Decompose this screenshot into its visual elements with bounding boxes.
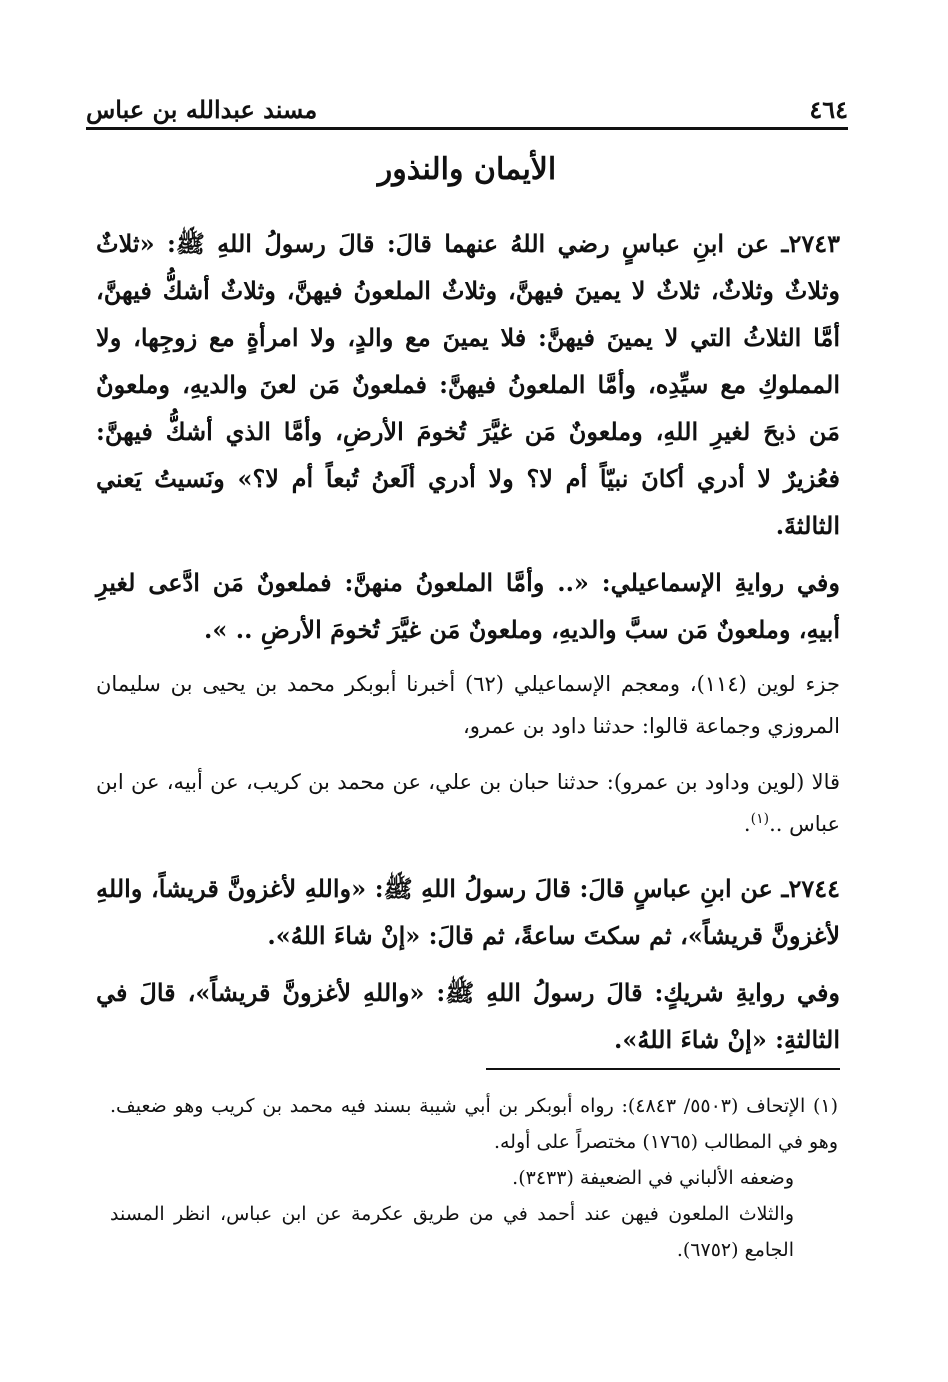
hadith-2744: ٢٧٤٤ـ عن ابنِ عباسٍ قالَ: قالَ رسولُ اللهِ ﷺ: «واللهِ لأغزونَّ قريشاً، واللهِ لأغزونَّ قريشاً»، ثم سكتَ ساعةً، ثم قالَ: «إنْ شاءَ اللهُ». [96,874,840,950]
page-number: ٤٦٤ [809,95,848,124]
main-text [96,220,840,1073]
chain-of-narration [96,761,840,845]
running-title: مسند عبدالله بن عباس [86,95,318,124]
header-rule [86,127,848,130]
page-header [86,88,848,124]
footnote-1: (١) الإتحاف (٥٥٠٣/ ٤٨٤٣): رواه أبوبكر بن أبي شيبة بسند فيه محمد بن كريب وهو ضعيف. وهو في المطالب (١٧٦٥) مختصراً على أوله. [110,1095,838,1153]
footnote-rule [486,1068,840,1070]
source-citation: جزء لوين (١١٤)، ومعجم الإسماعيلي (٦٢) أخبرنا أبوبكر محمد بن يحيى بن سليمان المروزي وجماعة قالوا: حدثنا داود بن عمرو، [96,672,840,738]
footnote-1-musnad: والثلاث الملعون فيهن عند أحمد في من طريق عكرمة عن ابن عباس، انظر المسند الجامع (٦٧٥٢). [110,1203,794,1261]
footnote-1-weakness: وضعفه الألباني في الضعيفة (٣٤٣٣). [512,1167,794,1189]
sharik-narration: وفي روايةِ شريكٍ: قالَ رسولُ اللهِ ﷺ: «واللهِ لأغزونَّ قريشاً»، قالَ في الثالثةِ: «إنْ شاءَ اللهُ». [96,978,841,1054]
footnotes [110,1088,838,1268]
footnote-marker: (١) [750,811,770,827]
chain-text: قالا (لوين وداود بن عمرو): حدثنا حبان بن علي، عن محمد بن كريب، عن أبيه، عن ابن عباس .. [96,770,840,836]
chapter-title: الأيمان والنذور [377,152,557,187]
chain-end: . [743,812,751,836]
hadith-2743: ٢٧٤٣ـ عن ابنِ عباسٍ رضي اللهُ عنهما قالَ: قالَ رسولُ اللهِ ﷺ: «ثلاثٌ وثلاثٌ وثلاثٌ، ثلاثٌ لا يمينَ فيهنَّ، وثلاثٌ الملعونُ فيهنَّ، وثلاثٌ أشكُّ فيهنَّ، أمَّا الثلاثُ التي لا يمينَ فيهنَّ: فلا يمينَ مع والدٍ، ولا امرأةٍ مع زوجِها، ولا المملوكِ مع سيِّدِه، وأمَّا الملعونُ فيهنَّ: فملعونٌ مَن لعنَ والديهِ، وملعونٌ مَن ذبحَ لغيرِ اللهِ، وملعونٌ مَن غيَّرَ تُخومَ الأرضِ، وأمَّا الذي أشكُّ فيهنَّ: فعُزيرٌ لا أدري أكانَ نبيّاً أم لا؟ ولا أدري ألَعنُ تُبعاً أم لا؟» ونَسيتُ يَعني الثالثةَ. [96,229,840,540]
ismaili-narration: وفي روايةِ الإسماعيلي: «.. وأمَّا الملعونُ منهنَّ: فملعونٌ مَن ادَّعى لغيرِ أبيهِ، وملعونٌ مَن سبَّ والديهِ، وملعونٌ مَن غيَّرَ تُخومَ الأرضِ .. ». [96,568,840,644]
